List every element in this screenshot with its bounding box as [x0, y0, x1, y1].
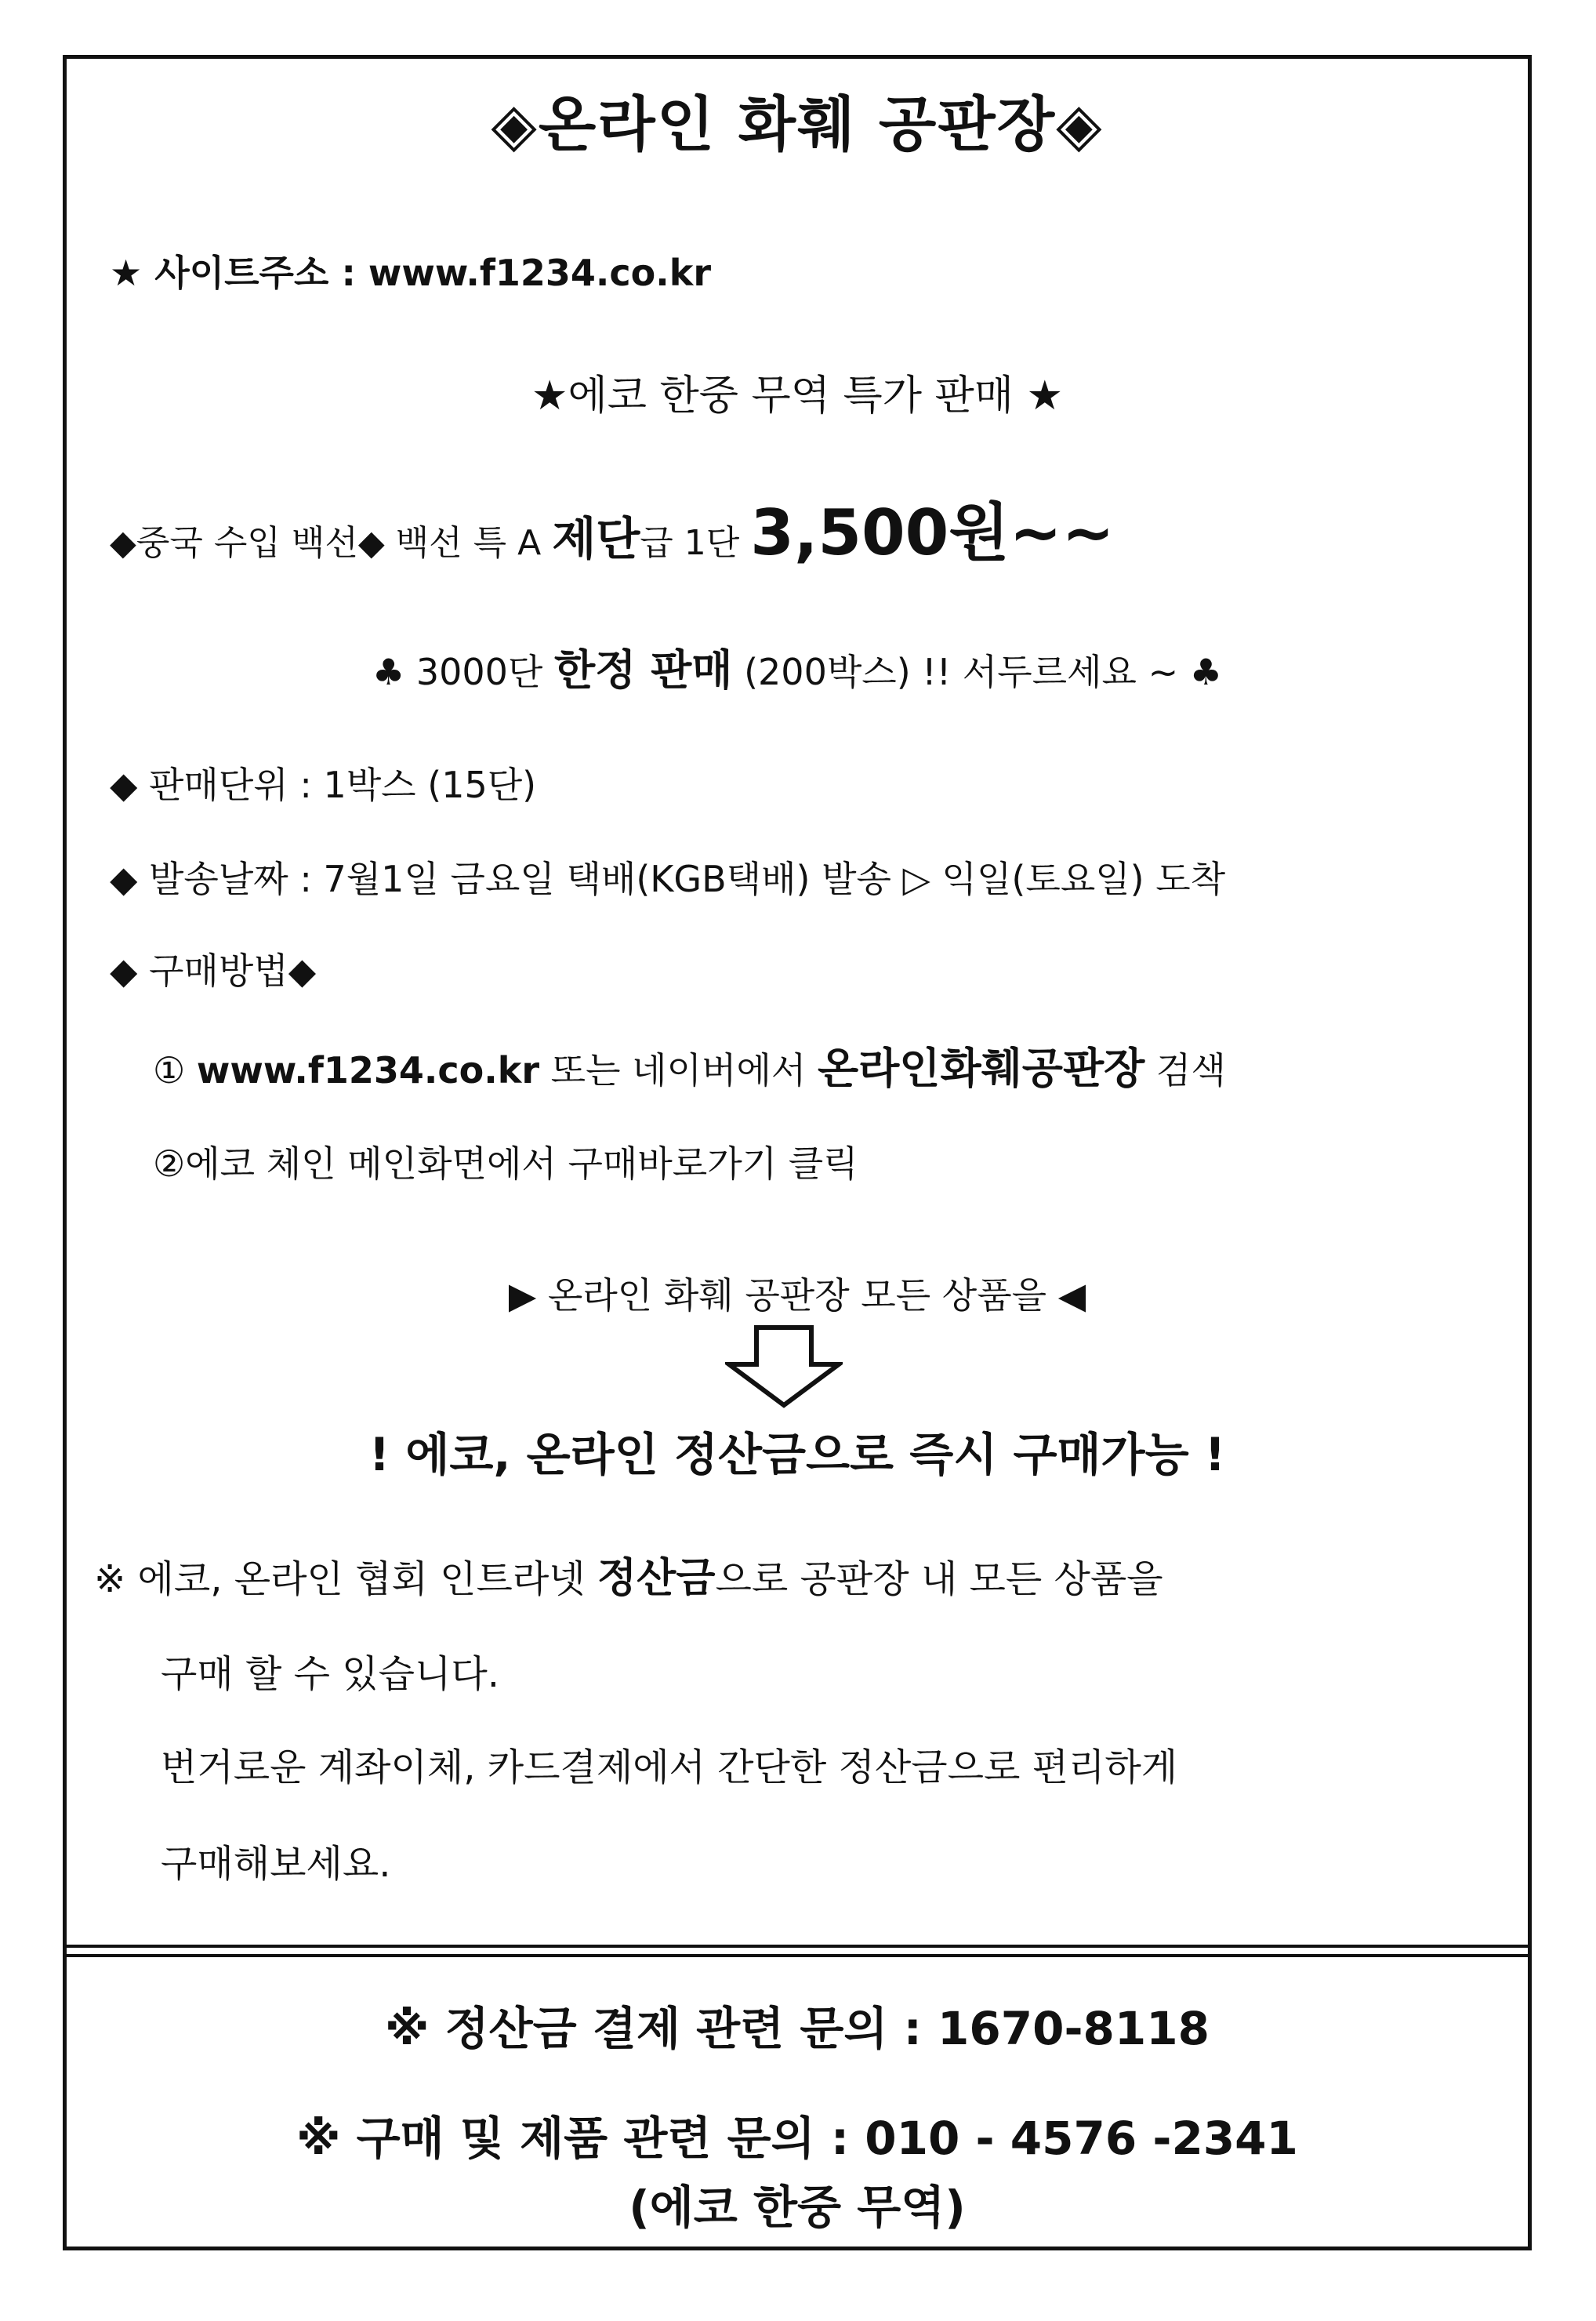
purchase-method-header: ◆ 구매방법◆ — [110, 950, 317, 992]
all-products-line: ▶ 온라인 화훼 공판장 모든 상품을 ◀ — [508, 1274, 1086, 1317]
step1-bold: 온라인화훼공판장 — [817, 1044, 1145, 1093]
note-line-3: 번거로운 계좌이체, 카드결제에서 간단한 정산금으로 편리하게 — [161, 1745, 1178, 1789]
step1-prefix: ① — [153, 1049, 197, 1091]
price-prefix: ◆중국 수입 백선◆ 백선 특 A — [110, 523, 553, 563]
instant-purchase: ! 에코, 온라인 정산금으로 즉시 구매가능 ! — [368, 1428, 1226, 1481]
purchase-contact: ※ 구매 및 제품 관련 문의 : 010 - 4576 -2341 — [296, 2112, 1298, 2165]
price-value: 3,500원~~ — [750, 496, 1115, 569]
step1-url: www.f1234.co.kr — [196, 1049, 540, 1091]
divider — [63, 1945, 1532, 1948]
note-prefix: ※ 에코, 온라인 협회 인트라넷 — [94, 1557, 597, 1601]
company-name: (에코 한중 무역) — [629, 2181, 966, 2234]
down-arrow-icon — [725, 1325, 843, 1408]
step-2: ②에코 체인 메인화면에서 구매바로가기 클릭 — [153, 1142, 858, 1185]
site-address: ★ 사이트주소 : www.f1234.co.kr — [110, 252, 712, 294]
grade-bold: 제단 — [552, 512, 640, 565]
divider — [63, 1954, 1532, 1957]
step1-middle: 또는 네이버에서 — [539, 1049, 818, 1091]
limited-sale-line — [63, 637, 1532, 697]
page-title: ◈온라인 화훼 공판장◈ — [491, 89, 1104, 159]
limited-suffix: (200박스) !! 서두르세요 ~ ♣ — [732, 651, 1222, 693]
limited-prefix: ♣ 3000단 — [372, 651, 554, 693]
note-line-4: 구매해보세요. — [161, 1842, 391, 1886]
grade-suffix: 급 1단 — [640, 523, 751, 563]
note-bold: 정산금 — [597, 1555, 716, 1602]
price-line — [110, 482, 1115, 572]
subtitle: ★에코 한중 무역 특가 판매 ★ — [531, 372, 1064, 420]
ship-date: ◆ 발송날짜 : 7월1일 금요일 택배(KGB택배) 발송 ▷ 익일(토요일) 도착 — [110, 858, 1226, 900]
note-line-2: 구매 할 수 있습니다. — [161, 1652, 499, 1696]
note-suffix: 으로 공판장 내 모든 상품을 — [715, 1557, 1163, 1601]
limited-bold: 한정 판매 — [554, 645, 733, 695]
step-1 — [153, 1035, 1226, 1095]
note-line-1 — [94, 1545, 1163, 1604]
sale-unit: ◆ 판매단위 : 1박스 (15단) — [110, 764, 537, 806]
settlement-contact: ※ 정산금 결제 관련 문의 : 1670-8118 — [385, 2002, 1210, 2055]
step1-suffix: 검색 — [1144, 1049, 1226, 1091]
